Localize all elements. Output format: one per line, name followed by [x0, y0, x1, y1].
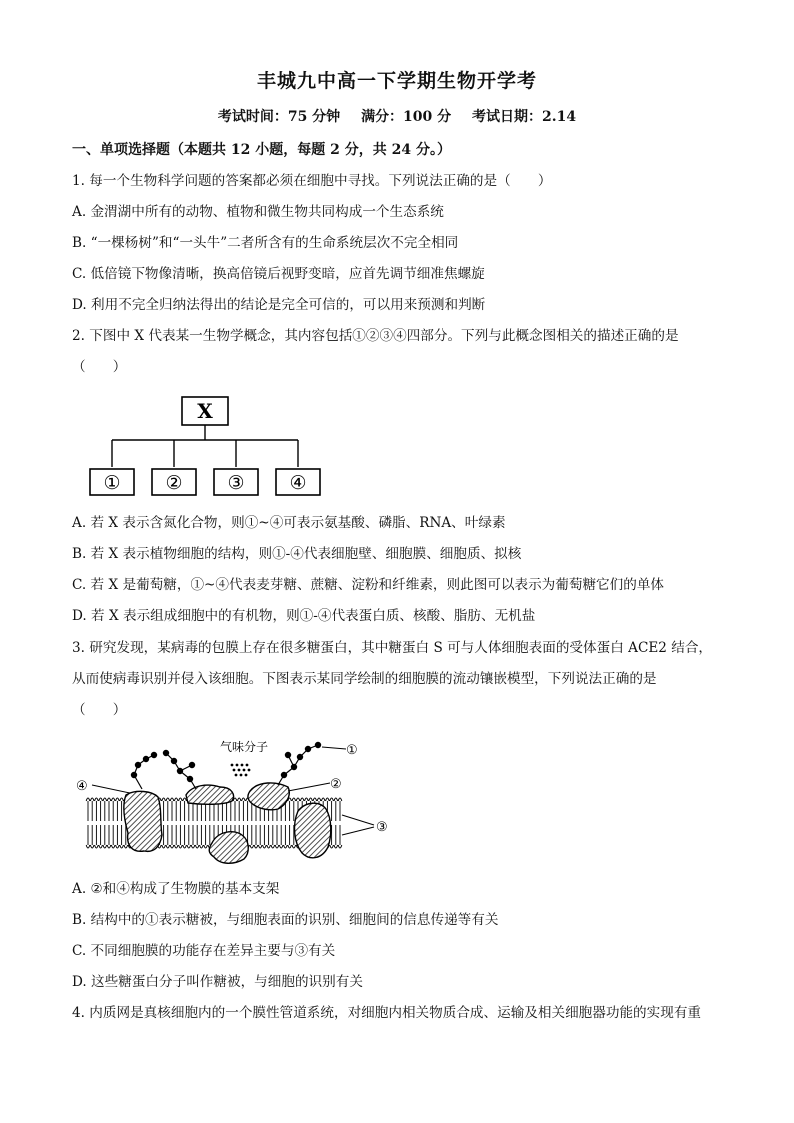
- lipid-head: [292, 798, 296, 801]
- peripheral-protein-bottom: [209, 832, 248, 864]
- q2-option-d: D. 若 X 表示组成细胞中的有机物，则①-④代表蛋白质、核酸、脂肪、无机盐: [72, 608, 536, 624]
- q1-option-b: B. “一棵杨树”和“一头牛”二者所含有的生命系统层次不完全相同: [72, 235, 459, 251]
- q2-option-a: A. 若 X 表示含氮化合物，则①~④可表示氨基酸、磷脂、RNA、叶绿素: [72, 515, 506, 531]
- lipid-head: [162, 798, 166, 801]
- diagram-root-label: X: [197, 399, 213, 423]
- diagram-child-label: ②: [165, 472, 183, 494]
- q4-stem: 4. 内质网是真核细胞内的一个膜性管道系统，对细胞内相关物质合成、运输及相关细胞器功能的实现有重: [72, 1005, 702, 1021]
- lipid-head: [296, 798, 300, 801]
- lipid-head: [191, 845, 195, 848]
- lipid-head: [204, 845, 208, 848]
- lipid-head: [95, 845, 99, 848]
- section-heading: 一、单项选择题（本题共 12 小题，每题 2 分，共 24 分。）: [72, 142, 451, 158]
- figure-label-2: ②: [330, 777, 342, 792]
- lipid-head: [338, 845, 342, 848]
- glycoprotein-chain-right: [278, 742, 321, 785]
- lipid-head: [195, 845, 199, 848]
- lipid-head: [326, 798, 330, 801]
- lipid-head: [321, 798, 325, 801]
- q2-stem: 2. 下图中 X 代表某一生物学概念，其内容包括①②③④四部分。下列与此概念图相关的描述正确的是: [72, 328, 679, 344]
- lipid-head: [334, 845, 338, 848]
- lipid-head: [120, 845, 124, 848]
- lipid-head: [170, 798, 174, 801]
- lipid-head: [107, 845, 111, 848]
- diagram-child-label: ①: [103, 472, 121, 494]
- lipid-head: [309, 798, 313, 801]
- lipid-head: [116, 798, 120, 801]
- lipid-head: [107, 798, 111, 801]
- q1-option-c: C. 低倍镜下物像清晰，换高倍镜后视野变暗，应首先调节细准焦螺旋: [72, 266, 485, 282]
- lipid-head: [300, 798, 304, 801]
- membrane-figure: [74, 735, 404, 870]
- lipid-head: [263, 845, 267, 848]
- figure-label-3: ③: [376, 820, 388, 835]
- lipid-head: [237, 798, 241, 801]
- q1-option-d: D. 利用不完全归纳法得出的结论是完全可信的，可以用来预测和判断: [72, 297, 486, 313]
- q3-option-d: D. 这些糖蛋白分子叫作糖被，与细胞的识别有关: [72, 974, 363, 990]
- odor-molecules: [231, 764, 251, 777]
- q3-stem-2: 从而使病毒识别并侵入该细胞。下图表示某同学绘制的细胞膜的流动镶嵌模型，下列说法正确的是: [72, 671, 657, 687]
- exam-title: 丰城九中高一下学期生物开学考: [256, 70, 537, 92]
- q2-option-b: B. 若 X 表示植物细胞的结构，则①-④代表细胞壁、细胞膜、细胞质、拟核: [72, 546, 522, 562]
- exam-info: [0, 106, 794, 126]
- lipid-head: [279, 845, 283, 848]
- lipid-head: [275, 845, 279, 848]
- lipid-head: [166, 845, 170, 848]
- concept-diagram: [80, 392, 340, 502]
- lipid-head: [103, 798, 107, 801]
- lipid-head: [179, 845, 183, 848]
- figure-label-1: ①: [346, 743, 358, 758]
- lipid-head: [174, 798, 178, 801]
- figure-label-4: ④: [76, 779, 88, 794]
- lipid-head: [267, 845, 271, 848]
- lipid-head: [183, 798, 187, 801]
- lipid-head: [120, 798, 124, 801]
- lipid-head: [292, 845, 296, 848]
- glycoprotein-chain-middle: [163, 750, 196, 789]
- lipid-head: [86, 798, 90, 801]
- lipid-head: [95, 798, 99, 801]
- lipid-head: [116, 845, 120, 848]
- lipid-head: [313, 798, 317, 801]
- exam-time: 考试时间：75 分钟: [217, 109, 341, 125]
- q3-option-b: B. 结构中的①表示糖被，与细胞表面的识别、细胞间的信息传递等有关: [72, 912, 499, 928]
- lipid-head: [288, 845, 292, 848]
- exam-date: 考试日期：2.14: [472, 109, 577, 125]
- lipid-head: [271, 845, 275, 848]
- diagram-child-label: ④: [289, 472, 307, 494]
- lipid-head: [103, 845, 107, 848]
- q1-stem: 1. 每一个生物科学问题的答案都必须在细胞中寻找。下列说法正确的是（ ）: [72, 173, 552, 189]
- exam-score: 满分：100 分: [361, 109, 452, 125]
- lipid-head: [338, 798, 342, 801]
- lipid-head: [317, 798, 321, 801]
- lipid-head: [162, 845, 166, 848]
- q2-option-c: C. 若 X 是葡萄糖，①~④代表麦芽糖、蔗糖、淀粉和纤维素，则此图可以表示为葡萄糖它们的单体: [72, 577, 665, 593]
- q3-stem-1: 3. 研究发现，某病毒的包膜上存在很多糖蛋白，其中糖蛋白 S 可与人体细胞表面的受体蛋白 ACE2 结合，: [72, 640, 713, 656]
- lipid-head: [305, 798, 309, 801]
- lipid-head: [200, 845, 204, 848]
- lipid-head: [174, 845, 178, 848]
- lipid-head: [330, 845, 334, 848]
- lipid-head: [124, 845, 128, 848]
- lipid-head: [86, 845, 90, 848]
- lipid-head: [250, 845, 254, 848]
- q2-stem-paren: （ ）: [72, 359, 127, 375]
- lipid-head: [170, 845, 174, 848]
- lipid-head: [187, 845, 191, 848]
- lipid-head: [179, 798, 183, 801]
- q1-option-a: A. 金渭湖中所有的动物、植物和微生物共同构成一个生态系统: [72, 204, 444, 220]
- peripheral-protein-top: [186, 785, 234, 804]
- lipid-head: [330, 798, 334, 801]
- transmembrane-protein-left: [124, 791, 162, 851]
- lipid-head: [90, 845, 94, 848]
- q3-option-a: A. ②和④构成了生物膜的基本支架: [72, 881, 280, 897]
- lipid-head: [166, 798, 170, 801]
- lipid-head: [111, 845, 115, 848]
- glycoprotein-chain-left: [131, 752, 156, 789]
- diagram-child-label: ③: [227, 472, 245, 494]
- lipid-head: [99, 798, 103, 801]
- receptor-protein: [248, 783, 289, 810]
- lipid-head: [242, 798, 246, 801]
- lipid-head: [254, 845, 258, 848]
- lipid-head: [111, 798, 115, 801]
- lipid-head: [284, 845, 288, 848]
- lipid-head: [334, 798, 338, 801]
- transmembrane-protein-right: [295, 803, 331, 858]
- lipid-head: [90, 798, 94, 801]
- lipid-head: [183, 845, 187, 848]
- lipid-head: [99, 845, 103, 848]
- odor-molecule-label: 气味分子: [220, 740, 269, 754]
- q3-stem-paren: （ ）: [72, 702, 127, 718]
- q3-option-c: C. 不同细胞膜的功能存在差异主要与③有关: [72, 943, 336, 959]
- lipid-head: [258, 845, 262, 848]
